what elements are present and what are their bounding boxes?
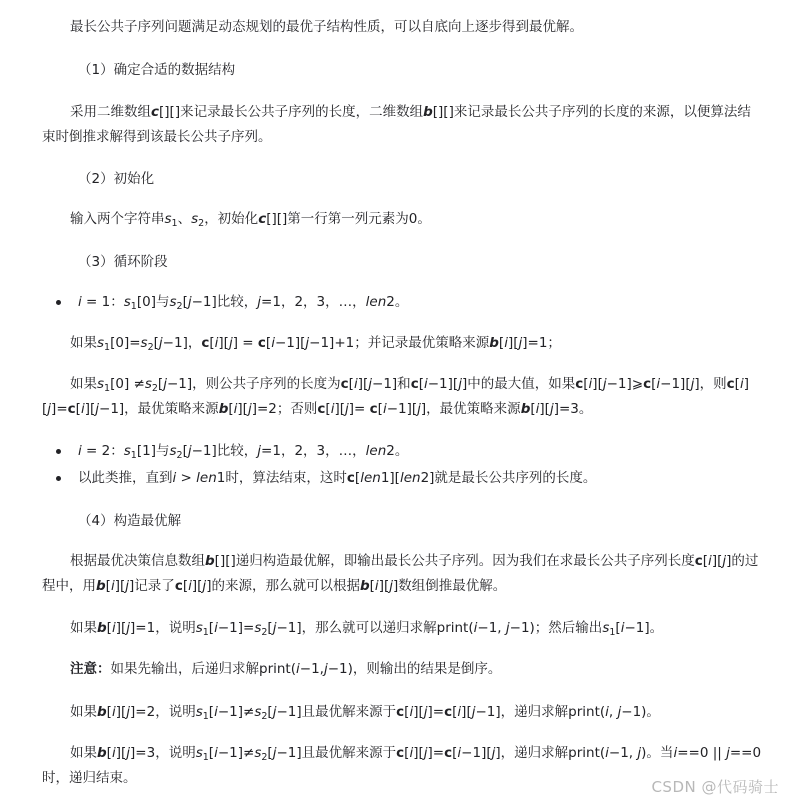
bullet-i-1: i = 1：$s_1[0]$与$s_2[j-1]$比较，j=1，2，3，…，len2。 xyxy=(78,290,768,315)
heading-step-4: （4）构造最优解 xyxy=(78,513,182,529)
note-paragraph: 注意：如果先输出，后递归求解print(i−1,j−1)，则输出的结果是倒序。 xyxy=(70,661,502,677)
data-structure-paragraph: 采用二维数组c[][]来记录最长公共子序列的长度，二维数组b[][]来记录最长公共子序列的长度的来源，以便算法结束时倒推求解得到该最长公共子序列。 xyxy=(42,104,751,145)
construct-paragraph: 根据最优决策信息数组b[][]递归构造最优解，即输出最长公共子序列。因为我们在求最长公共子序列长度c[i][j]的过程中，用b[i][j]记录了c[i][j]的来源，那么就可以根据b[i][j]数组倒推最优解。 xyxy=(42,553,759,594)
case-equal-paragraph: 如果$s_1[0]=s_2[j-1]$，c[i][j] = c[i−1][j−1]+1；并记录最优策略来源b[i][j]=1； xyxy=(70,335,561,353)
bullet-i-2: i = 2：$s_1[1]$与$s_2[j-1]$比较，j=1，2，3，…，len2。 xyxy=(78,439,768,464)
heading-step-3: （3）循环阶段 xyxy=(78,254,168,270)
heading-step-2: （2）初始化 xyxy=(78,171,155,187)
intro-paragraph: 最长公共子序列问题满足动态规划的最优子结构性质，可以自底向上逐步得到最优解。 xyxy=(70,19,583,35)
heading-step-1: （1）确定合适的数据结构 xyxy=(78,62,236,78)
b-equals-3-paragraph: 如果b[i][j]=3，说明$s_1[i-1]\ne s_2[j-1]$且最优解来源于c[i][j]=c[i−1][j]，递归求解print(i−1, j)。当i==0 || j==0时，递归结束。 xyxy=(42,745,762,786)
init-paragraph: 输入两个字符串$s_1$、$s_2$，初始化c[][]第一行第一列元素为0。 xyxy=(70,211,431,229)
b-equals-1-paragraph: 如果b[i][j]=1，说明$s_1[i-1]=s_2[j-1]$，那么就可以递归求解print(i−1, j−1)；然后输出$s_1[i-1]$。 xyxy=(70,620,664,638)
case-not-equal-paragraph: 如果$s_1[0] \ne s_2[j-1]$，则公共子序列的长度为c[i][j−1]和c[i−1][j]中的最大值，如果c[i][j−1]⩾c[i−1][j]，则c[i][j]=c[i][j−1]，最优策略来源b[i][j]=2；否则c[i][j]= c[i−1][j]，最优策略来源b[i][j]=3。 xyxy=(42,376,749,417)
b-equals-2-paragraph: 如果b[i][j]=2，说明$s_1[i-1]\ne s_2[j-1]$且最优解来源于c[i][j]=c[i][j−1]，递归求解print(i, j−1)。 xyxy=(70,704,660,722)
bullet-analogy: 以此类推，直到i > len1时，算法结束，这时c[len1][len2]就是最长公共序列的长度。 xyxy=(78,466,768,491)
csdn-watermark: CSDN @代码骑士 xyxy=(651,778,779,796)
